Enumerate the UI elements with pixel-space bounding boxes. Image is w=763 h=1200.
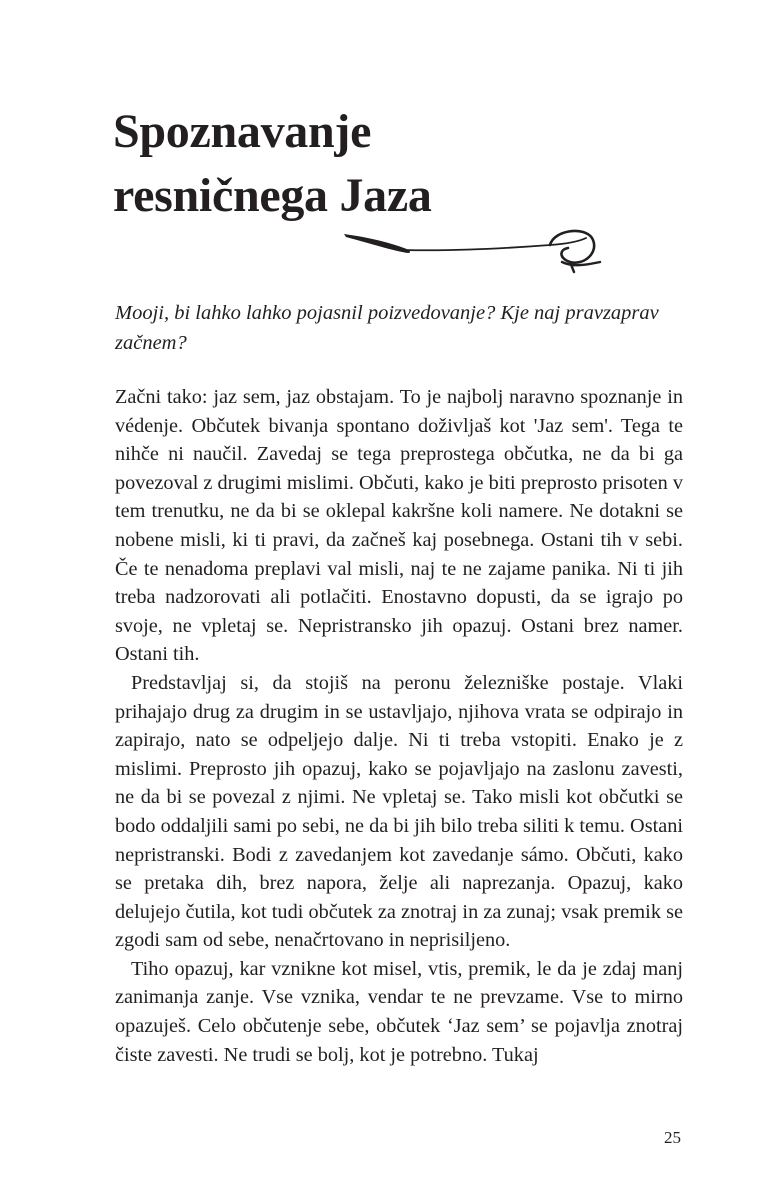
page-number: 25 (664, 1128, 681, 1147)
question-text: Mooji, bi lahko lahko pojasnil poizvedovanje? Kje naj pravzaprav začnem? (115, 302, 659, 354)
chapter-title-line-2: resničnega Jaza (113, 169, 432, 222)
chapter-title (113, 100, 673, 228)
paragraph: Začni tako: jaz sem, jaz obstajam. To je najbolj naravno spoznanje in védenje. Občutek bivanja spontano doživljaš kot 'Jaz sem'. Tega te nihče ni naučil. Zavedaj se tega preprostega občutka, ne da bi ga povezoval z drugimi mislimi. Občuti, kako je biti preprosto prisoten v tem trenutku, ne da bi se oklepal kakršne koli namere. Ne dotakni se nobene misli, ki ti pravi, da začneš kaj posebnega. Ostani tih v sebi. Če te nenadoma preplavi val misli, naj te ne zajame panika. Ni ti jih treba nadzorovati ali potlačiti. Enostavno dopusti, da se igrajo po svoje, ne vpletaj se. Nepristransko jih opazuj. Ostani brez namer. Ostani tih. (115, 386, 683, 666)
chapter-title-line-1: Spoznavanje (113, 105, 372, 158)
body-text (115, 383, 683, 1069)
paragraph: Predstavljaj si, da stojiš na peronu železniške postaje. Vlaki prihajajo drug za drugim in se ustavljajo, njihova vrata se odpirajo in zapirajo, nato se odpeljejo dalje. Ni ti treba vstopiti. Enako je z mislimi. Preprosto jih opazuj, kako se pojavljajo na zaslonu zavesti, ne da bi se povezal z njimi. Ne vpletaj se. Tako misli kot občutki se bodo oddaljili sami po sebi, ne da bi jih bilo treba siliti k temu. Ostani nepristranski. Bodi z zavedanjem kot zavedanje sámo. Občuti, kako se pretaka dih, brez napora, želje ali naprezanja. Opazuj, kako delujejo čutila, kot tudi občutek za znotraj in za zunaj; vsak premik se zgodi sam od sebe, nenačrtovano in neprisiljeno. (115, 671, 683, 952)
paragraph: Tiho opazuj, kar vznikne kot misel, vtis, premik, le da je zdaj manj zanimanja zanje. Vse vznika, vendar te ne prevzame. Vse to mirno opazuješ. Celo občutenje sebe, občutek ‘Jaz sem’ se pojavlja znotraj čiste zavesti. Ne trudi se bolj, kot je potrebno. Tukaj (115, 957, 683, 1066)
brush-stroke-swirl-icon (338, 224, 610, 276)
